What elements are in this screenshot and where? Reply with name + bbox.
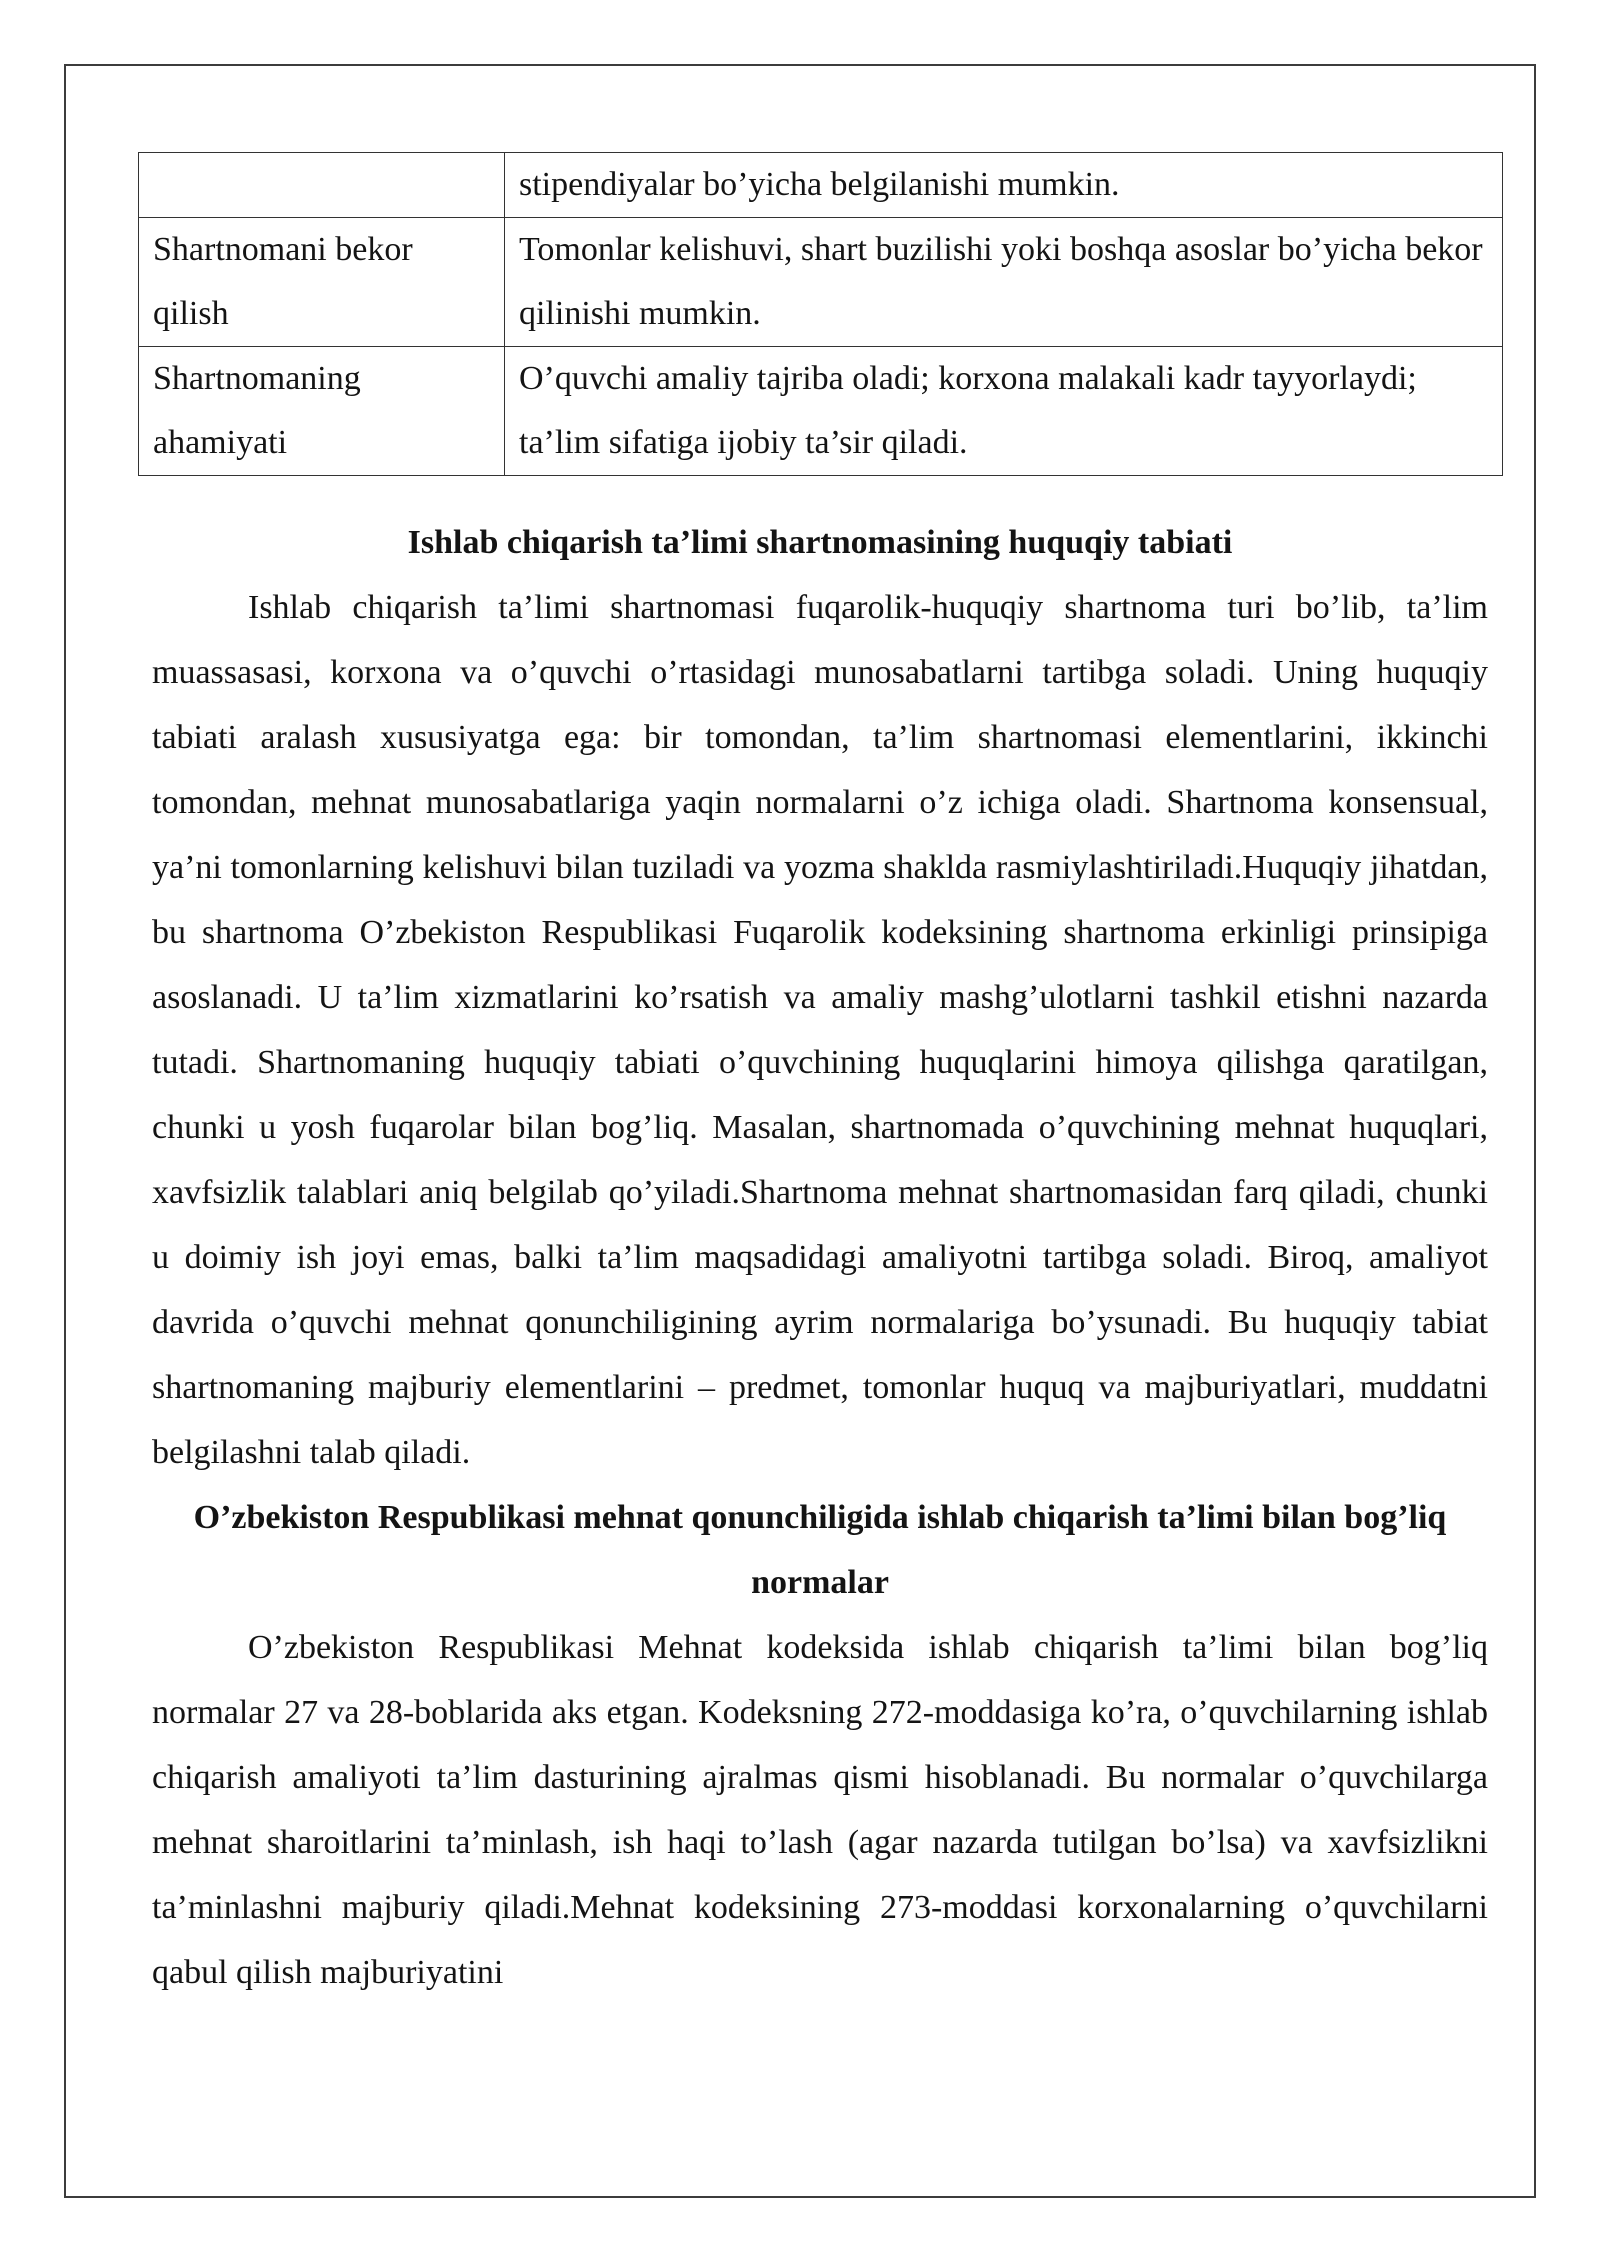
table-cell-term: [139, 153, 505, 218]
table-row: [139, 153, 1503, 218]
section-heading-labor-norms: O’zbekiston Respublikasi mehnat qonunchiligida ishlab chiqarish ta’limi bilan bog’liq normalar: [193, 1499, 1447, 1601]
paragraph-labor-norms: O’zbekiston Respublikasi Mehnat kodeksida ishlab chiqarish ta’limi bilan bog’liq normalar 27 va 28-boblarida aks etgan. Kodeksning 272-moddasiga ko’ra, o’quvchilarning ishlab chiqarish amaliyoti ta’lim dasturining ajralmas qismi hisoblanadi. Bu normalar o’quvchilarga mehnat sharoitlarini ta’minlash, ish haqi to’lash (agar nazarda tutilgan bo’lsa) va xavfsizlikni ta’minlashni majburiy qiladi.Mehnat kodeksining 273-moddasi korxonalarning o’quvchilarni qabul qilish majburiyatini: [152, 1629, 1488, 1991]
table-row: [139, 218, 1503, 347]
table-cell-description: stipendiyalar bo’yicha belgilanishi mumkin.: [505, 153, 1503, 218]
table-cell-term: Shartnomaning ahamiyati: [139, 347, 505, 476]
terms-table: [138, 152, 1503, 476]
table-cell-description: Tomonlar kelishuvi, shart buzilishi yoki boshqa asoslar bo’yicha bekor qilinishi mumkin.: [505, 218, 1503, 347]
section-heading-legal-nature: Ishlab chiqarish ta’limi shartnomasining huquqiy tabiati: [407, 524, 1233, 561]
table-row: [139, 347, 1503, 476]
table-cell-description: O’quvchi amaliy tajriba oladi; korxona malakali kadr tayyorlaydi; ta’lim sifatiga ijobiy ta’sir qiladi.: [505, 347, 1503, 476]
document-content: [138, 152, 1502, 2005]
paragraph-legal-nature: Ishlab chiqarish ta’limi shartnomasi fuqarolik-huquqiy shartnoma turi bo’lib, ta’lim muassasasi, korxona va o’quvchi o’rtasidagi munosabatlarni tartibga soladi. Uning huquqiy tabiati aralash xususiyatga ega: bir tomondan, ta’lim shartnomasi elementlarini, ikkinchi tomondan, mehnat munosabatlariga yaqin normalarni o’z ichiga oladi. Shartnoma konsensual, ya’ni tomonlarning kelishuvi bilan tuziladi va yozma shaklda rasmiylashtiriladi.Huquqiy jihatdan, bu shartnoma O’zbekiston Respublikasi Fuqarolik kodeksining shartnoma erkinligi prinsipiga asoslanadi. U ta’lim xizmatlarini ko’rsatish va amaliy mashg’ulotlarni tashkil etishni nazarda tutadi. Shartnomaning huquqiy tabiati o’quvchining huquqlarini himoya qilishga qaratilgan, chunki u yosh fuqarolar bilan bog’liq. Masalan, shartnomada o’quvchining mehnat huquqlari, xavfsizlik talablari aniq belgilab qo’yiladi.Shartnoma mehnat shartnomasidan farq qiladi, chunki u doimiy ish joyi emas, balki ta’lim maqsadidagi amaliyotni tartibga soladi. Biroq, amaliyot davrida o’quvchi mehnat qonunchiligining ayrim normalariga bo’ysunadi. Bu huquqiy tabiat shartnomaning majburiy elementlarini – predmet, tomonlar huquq va majburiyatlari, muddatni belgilashni talab qiladi.: [152, 589, 1488, 1471]
table-cell-term: Shartnomani bekor qilish: [139, 218, 505, 347]
